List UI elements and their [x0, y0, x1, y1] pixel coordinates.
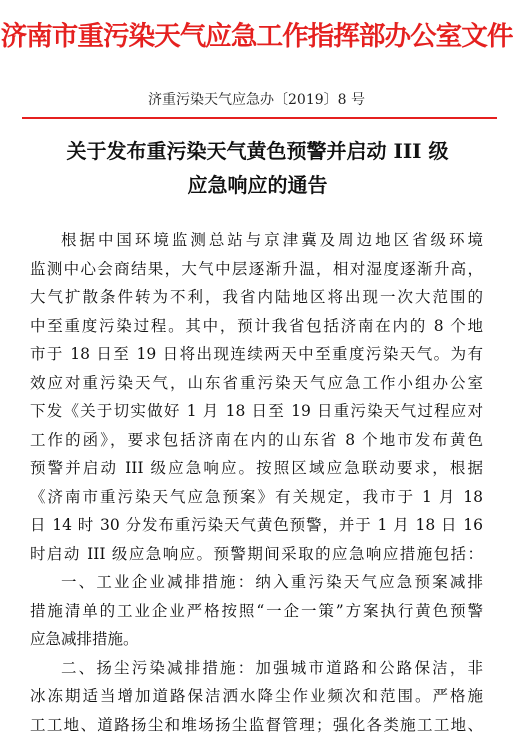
body-line: 大气扩散条件转为不利，我省内陆地区将出现一次大范围的: [30, 288, 483, 306]
notice-title: [30, 134, 485, 202]
body-line: 二、扬尘污染减排措施：加强城市道路和公路保洁，非: [61, 658, 483, 677]
body-line: 日 14 时 30 分发布重污染天气黄色预警，并于 1 月 18 日 16: [30, 516, 483, 534]
body-line: 中至重度污染过程。其中，预计我省包括济南在内的 8 个地: [30, 316, 483, 335]
body-line: 效应对重污染天气，山东省重污染天气应急工作小组办公室: [30, 373, 483, 392]
document-number: 济重污染天气应急办〔2019〕8 号: [148, 92, 365, 108]
body-line: 一、工业企业减排措施：纳入重污染天气应急预案减排: [61, 573, 483, 591]
body-line: 应急减排措施。: [30, 630, 139, 648]
body-line: 冰冻期适当增加道路保洁洒水降尘作业频次和范围。严格施: [30, 687, 483, 705]
body-line: 《济南市重污染天气应急预案》有关规定，我市于 1 月 18: [30, 487, 483, 506]
body-line: 工作的函》，要求包括济南在内的山东省 8 个地市发布黄色: [30, 430, 483, 449]
body-line: 预警并启动 III 级应急响应。按照区域应急联动要求，根据: [30, 459, 483, 477]
red-divider-line: [22, 117, 497, 119]
notice-title-line-2: 应急响应的通告: [187, 173, 328, 197]
body-line: 根据中国环境监测总站与京津冀及周边地区省级环境: [61, 231, 483, 249]
notice-title-line-1: 关于发布重污染天气黄色预警并启动 III 级: [66, 139, 449, 163]
notice-body: [30, 226, 483, 739]
body-line: 措施清单的工业企业严格按照“一企一策”方案执行黄色预警: [30, 601, 483, 620]
body-line: 工工地、道路扬尘和堆场扬尘监督管理；强化各类施工工地、: [30, 715, 483, 734]
body-line: 市于 18 日至 19 日将出现连续两天中至重度污染天气。为有: [30, 345, 483, 363]
body-line: 监测中心会商结果，大气中层逐渐升温，相对湿度逐渐升高，: [30, 259, 483, 278]
body-line: 时启动 III 级应急响应。预警期间采取的应急响应措施包括：: [30, 544, 483, 563]
body-line: 下发《关于切实做好 1 月 18 日至 19 日重污染天气过程应对: [30, 402, 483, 420]
document-header-title: 济南市重污染天气应急工作指挥部办公室文件: [0, 21, 513, 52]
